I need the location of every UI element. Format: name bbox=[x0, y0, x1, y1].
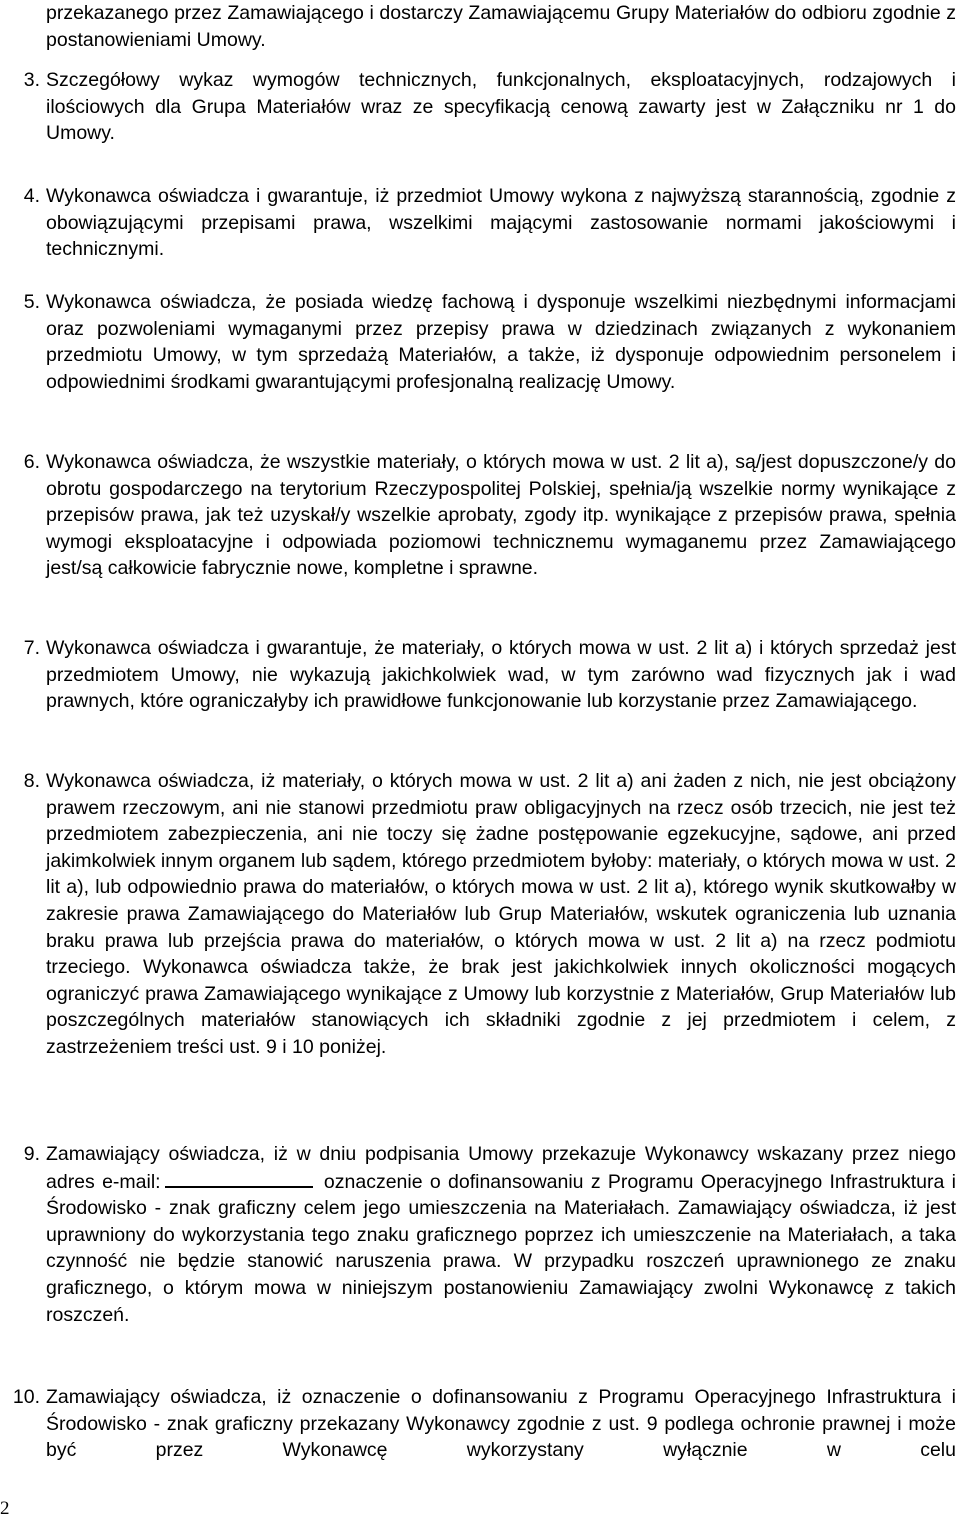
item-text: Zamawiający oświadcza, iż oznaczenie o dofinansowaniu z Programu Operacyjnego Infrastruktura i Środowisko - znak graficzny przekazany Wykonawcy zgodnie z ust. 9 podlega ochronie prawnej i może być przez Wykonawcę wykorzystany wyłącznie w celu bbox=[46, 1386, 956, 1462]
item-text: Wykonawca oświadcza i gwarantuje, iż przedmiot Umowy wykona z najwyższą starannością, zgodnie z obowiązującymi przepisami prawa, wszelkimi mającymi zastosowanie normami jakościowymi i technicznymi. bbox=[46, 185, 956, 261]
item-text-part-b: oznaczenie o dofinansowaniu z Programu Operacyjnego Infrastruktura i Środowisko - znak graficzny celem jego umieszczenia na Materiałach. Zamawiający oświadcza, iż jest uprawniony do wykorzystania tego znaku graficznego poprzez ich umieszczenie na Materiałach, a taka czynność nie będzie stanowić naruszenia prawa. W przypadku roszczeń uprawnionego ze znaku graficznego, o którym mowa w niniejszym postanowieniu Zamawiający zwolni Wykonawcę z takich roszczeń. bbox=[46, 1170, 956, 1326]
item-number: 4. bbox=[23, 185, 40, 207]
item-text-part-a: Zamawiający oświadcza, iż w dniu podpisania Umowy przekazuje Wykonawcy wskazany przez niego adres e-mail: bbox=[46, 1143, 956, 1193]
item-number: 3. bbox=[23, 69, 40, 91]
item-number: 5. bbox=[23, 291, 40, 313]
item-number: 7. bbox=[23, 637, 40, 659]
item-number: 9. bbox=[23, 1143, 40, 1165]
item-text bbox=[46, 1141, 956, 1328]
item-number: 6. bbox=[23, 451, 40, 473]
intro-text: przekazanego przez Zamawiającego i dostarczy Zamawiającemu Grupy Materiałów do odbioru zgodnie z postanowieniami Umowy. bbox=[46, 2, 956, 51]
item-text: Wykonawca oświadcza, że wszystkie materiały, o których mowa w ust. 2 lit a), są/jest dopuszczone/y do obrotu gospodarczego na terytorium Rzeczypospolitej Polskiej, spełnia/ją wszelkie normy wynikające z przepisów prawa, jak też uzyskał/y wszelkie aprobaty, zgody itp. wynikające z przepisów prawa, spełnia wymogi eksploatacyjne i odpowiada poziomowi technicznemu wymaganemu przez Zamawiającego jest/są całkowicie fabrycznie nowe, kompletne i sprawne. bbox=[46, 451, 956, 580]
item-text: Wykonawca oświadcza, iż materiały, o których mowa w ust. 2 lit a) ani żaden z nich, nie jest obciążony prawem rzeczowym, ani nie stanowi przedmiotu praw obligacyjnych na rzecz osób trzecich, nie jest też przedmiotem zabezpieczenia, ani nie toczy się żadne postępowanie egzekucyjne, sądowe, ani przed jakimkolwiek innym organem lub sądem, którego przedmiotem byłoby: materiały, o których mowa w ust. 2 lit a), lub odpowiednio prawa do materiałów, o których mowa w ust. 2 lit a), którego wynik skutkowałby w zakresie prawa Zamawiającego do Materiałów lub Grup Materiałów, wskutek ograniczenia lub uznania braku prawa lub przejścia prawa do materiałów, o których mowa w ust. 2 lit a) na rzecz podmiotu trzeciego. Wykonawca oświadcza także, że brak jest jakichkolwiek innych okoliczności mogących ograniczyć prawa Zamawiającego wynikające z Umowy lub korzystnie z Materiałów, Grup Materiałów lub poszczególnych materiałów stanowiących ich składniki zgodnie z jej przedmiotem i celem, z zastrzeżeniem treści ust. 9 i 10 poniżej. bbox=[46, 770, 956, 1058]
item-text: Szczegółowy wykaz wymogów technicznych, funkcjonalnych, eksploatacyjnych, rodzajowych i ilościowych dla Grupa Materiałów wraz ze specyfikacją cenową zawarty jest w Załączniku nr 1 do Umowy. bbox=[46, 69, 956, 145]
item-number: 8. bbox=[23, 770, 40, 792]
item-text: Wykonawca oświadcza i gwarantuje, że materiały, o których mowa w ust. 2 lit a) i których sprzedaż jest przedmiotem Umowy, nie wykazują jakichkolwiek wad, w tym zarówno wad fizycznych jak i wad prawnych, które ograniczałyby ich prawidłowe funkcjonowanie lub korzystanie przez Zamawiającego. bbox=[46, 637, 956, 713]
item-text: Wykonawca oświadcza, że posiada wiedzę fachową i dysponuje wszelkimi niezbędnymi informacjami oraz pozwoleniami wymaganymi przez przepisy prawa w dziedzinach związanych z wykonaniem przedmiotu Umowy, w tym sprzedażą Materiałów, a także, iż dysponuje odpowiednim personelem i odpowiednimi środkami gwarantującymi profesjonalną realizację Umowy. bbox=[46, 291, 956, 393]
page-number: 2 bbox=[0, 1498, 10, 1519]
item-number: 10. bbox=[12, 1386, 40, 1408]
email-blank-line bbox=[165, 1168, 313, 1188]
